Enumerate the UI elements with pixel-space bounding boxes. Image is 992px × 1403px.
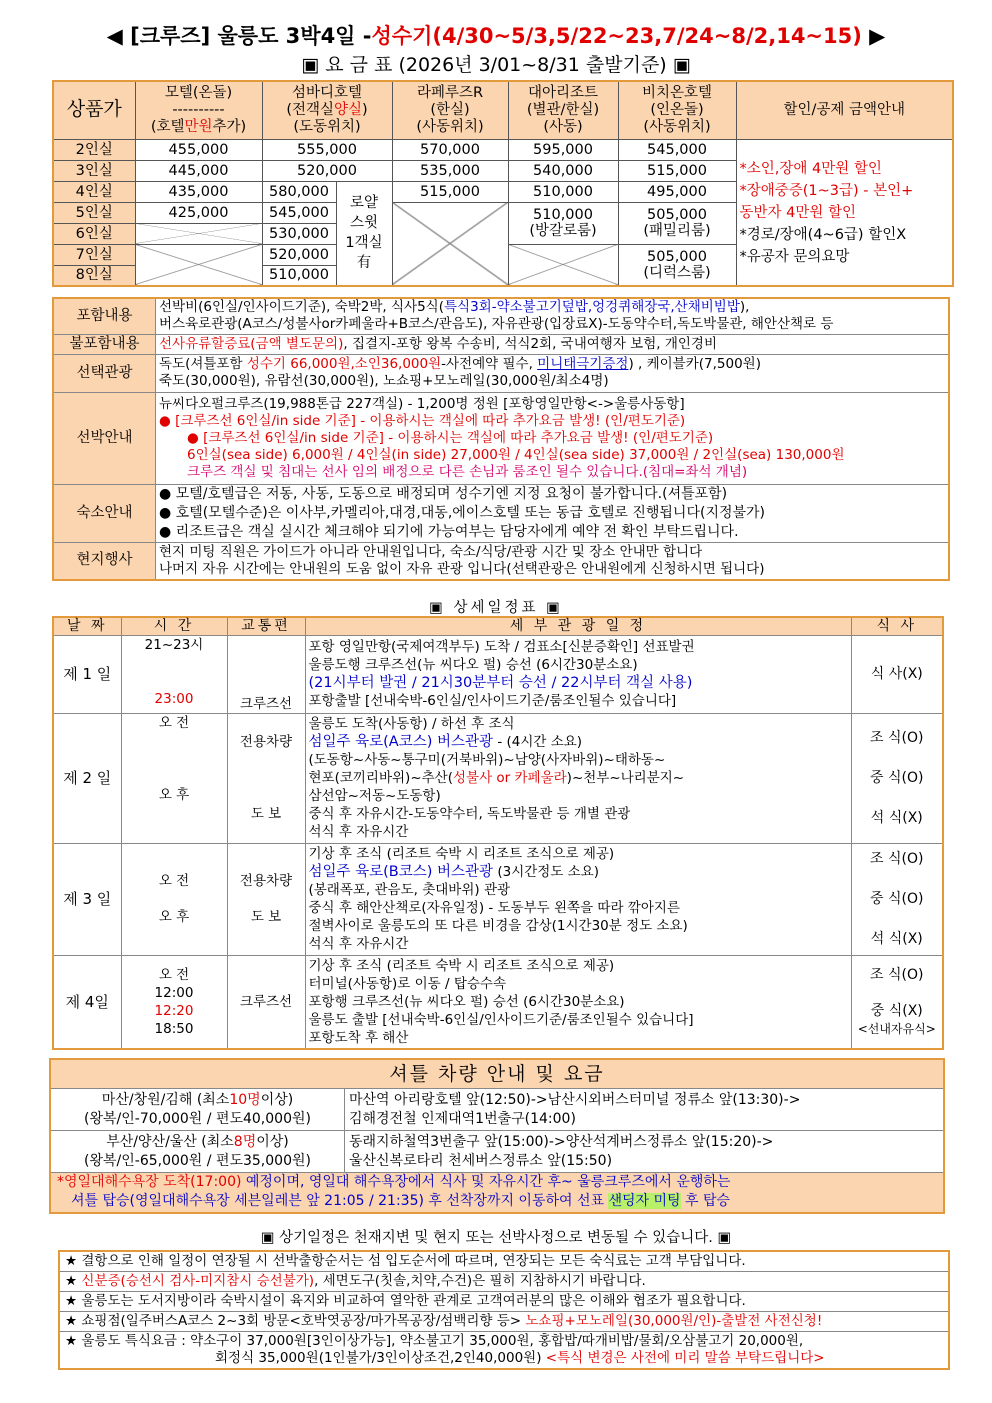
day1-time: 21~23시 23:00 bbox=[121, 635, 227, 713]
shuttle-route-1: 마산역 아리랑호텔 앞(12:50)->남산시외버스터미널 정류소 앞(13:30)-> 김해경전철 인제대역1번출구(14:00) bbox=[345, 1089, 945, 1131]
included-content: 선박비(6인실/인사이드기준), 숙박2박, 식사5식(특식3회-약소불고기덮밥,엉겅퀴해장국,산채비빔밥), 버스육로관광(A코스/성불사or카페울라+B코스/관음도), 자유관광(입장료X)-도동약수터,독도박물관, 해안산책로 등 bbox=[156, 298, 950, 334]
unavailable-cell bbox=[135, 223, 262, 244]
col-lape: 라페루즈R (한실) (사동위치) bbox=[392, 81, 508, 139]
price-cell: 455,000 bbox=[135, 139, 262, 160]
day3-meal: 조 식(O) 중 식(O) 석 식(X) bbox=[851, 843, 943, 955]
note-2: ★ 신분증(승선시 검사-미지참시 승선불가), 세면도구(칫솔,치약,수건)은 필히 지참하시기 바랍니다. bbox=[59, 1272, 949, 1292]
row-label: 5인실 bbox=[53, 202, 135, 223]
price-cell: 435,000 bbox=[135, 181, 262, 202]
day2-meal: 조 식(O) 중 식(O) 석 식(X) bbox=[851, 713, 943, 843]
row-label: 7인실 bbox=[53, 244, 135, 265]
header-transport: 교통편 bbox=[227, 617, 305, 635]
royal-suite-cell: 로얄 스윗 1객실 有 bbox=[336, 181, 392, 286]
schedule-title: ▣ 상세일정표 ▣ bbox=[429, 600, 563, 616]
schedule-change-note: ▣ 상기일정은 천재지변 및 현지 또는 선박사정으로 변동될 수 있습니다. ▣ bbox=[260, 1230, 732, 1246]
price-cell: 520,000 bbox=[262, 160, 392, 181]
price-cell: 515,000 bbox=[618, 160, 736, 181]
title-text: ◀ [크루즈] 울릉도 3박4일 - bbox=[106, 24, 372, 48]
shuttle-note: *영일대해수욕장 도착(17:00) 예정이며, 영일대 해수욕장에서 식사 및 자유시간 후~ 울릉크루즈에서 운행하는 셔틀 탑승(영일대해수욕장 세븐일레븐 앞 21:05 / 21:35) 후 선착장까지 이동하여 선표 샌딩자 미팅 후 탑승 bbox=[50, 1173, 944, 1213]
title-peak-season: 성수기(4/30~5/3,5/22~23,7/24~8/2,14~15) bbox=[371, 24, 862, 48]
day1-meal: 식 사(X) bbox=[851, 635, 943, 713]
day1-detail: 포항 영일만항(국제여객부두) 도착 / 검표소[신분증확인] 선표발권 울릉도행 크루즈선(뉴 씨다오 펄) 승선 (6시간30분소요) (21시부터 발권 / 21시30분부터 승선 / 22시부터 객실 사용) 포항출발 [선내숙박-6인실/인사이드기준/룸조인될수 있습니다] bbox=[305, 635, 851, 713]
price-cell: 520,000 bbox=[262, 244, 336, 265]
col-beach: 비치온호텔 (인온돌) (사동위치) bbox=[618, 81, 736, 139]
local-content: 현지 미팅 직원은 가이드가 아니라 안내원입니다, 숙소/식당/관광 시간 및 장소 안내만 합니다 나머지 자유 시간에는 안내원의 도움 없이 자유 관광 입니다(선택관광은 안내원에게 신청하시면 됩니다) bbox=[156, 542, 950, 580]
price-table bbox=[52, 80, 954, 287]
day1-transport: 크루즈선 bbox=[227, 635, 305, 713]
stay-content: ● 모텔/호텔급은 저동, 사동, 도동으로 배정되며 성수기엔 지정 요청이 불가합니다.(셔틀포함) ● 호텔(모텔수준)은 이사부,카멜리아,대경,대동,에이스호텔 또는 동급 호텔로 진행됩니다(지정불가) ● 리조트급은 객실 실시간 체크해야 되기에 가능여부는 담당자에게 예약 전 확인 부탁드립니다. bbox=[156, 484, 950, 542]
price-cell: 545,000 bbox=[262, 202, 336, 223]
discount-notes: *소인,장애 4만원 할인 *장애중증(1~3급) - 본인+ 동반자 4만원 할인 *경로/장애(4~6급) 할인X *유공자 문의요망 bbox=[736, 139, 953, 286]
page-title bbox=[0, 20, 992, 50]
price-cell: 535,000 bbox=[392, 160, 508, 181]
optional-label: 선택관광 bbox=[53, 354, 156, 392]
day3-transport: 전용차량 도 보 bbox=[227, 843, 305, 955]
day3-detail: 기상 후 조식 (리조트 숙박 시 리조트 조식으로 제공) 섬일주 육로(B코스) 버스관광 (3시간정도 소요) (봉래폭포, 관음도, 촛대바위) 관광 중식 후 해안산책로(자유일정) - 도동부두 왼쪽을 따라 깎아지른 절벽사이로 울릉도의 또 다른 비경을 감상(1시간30분 정도 소요) 석식 후 자유시간 bbox=[305, 843, 851, 955]
price-cell: 510,000 (방갈로룸) bbox=[508, 202, 618, 244]
price-cell: 580,000 bbox=[262, 181, 336, 202]
header-date: 날 짜 bbox=[53, 617, 121, 635]
note-3: ★ 울릉도는 도서지방이라 숙박시설이 육지와 비교하여 열악한 관계로 고객여러분의 많은 이해와 협조가 필요합니다. bbox=[59, 1292, 949, 1312]
unavailable-cell bbox=[508, 244, 618, 286]
price-cell: 530,000 bbox=[262, 223, 336, 244]
shuttle-table bbox=[49, 1058, 945, 1214]
price-cell: 540,000 bbox=[508, 160, 618, 181]
day4-meal: 조 식(O) 중 식(X) <선내자유식> bbox=[851, 955, 943, 1049]
day3-time: 오 전 오 후 bbox=[121, 843, 227, 955]
ship-label: 선박안내 bbox=[53, 392, 156, 484]
day4-detail: 기상 후 조식 (리조트 숙박 시 리조트 조식으로 제공) 터미널(사동항)로 이동 / 탑승수속 포항행 크루즈선(뉴 씨다오 펄) 승선 (6시간30분소요) 울릉도 출발 [선내숙박-6인실/인사이드기준/룸조인될수 있습니다] 포항도착 후 해산 bbox=[305, 955, 851, 1049]
unavailable-cell bbox=[392, 202, 508, 286]
price-cell: 505,000 (패밀리룸) bbox=[618, 202, 736, 244]
shuttle-title: 셔틀 차량 안내 및 요금 bbox=[50, 1059, 944, 1089]
col-discount: 할인/공제 금액안내 bbox=[736, 81, 953, 139]
note-1: ★ 결항으로 인해 일정이 연장될 시 선박출항순서는 섬 입도순서에 따르며, 연장되는 모든 숙식료는 고객 부담입니다. bbox=[59, 1251, 949, 1272]
price-cell: 510,000 bbox=[508, 181, 618, 202]
page-subtitle: ▣ 요 금 표 (2026년 3/01~8/31 출발기준) ▣ bbox=[301, 54, 691, 76]
header-detail: 세 부 관 광 일 정 bbox=[305, 617, 851, 635]
header-time: 시 간 bbox=[121, 617, 227, 635]
day-2: 제 2 일 bbox=[53, 713, 121, 843]
price-cell: 515,000 bbox=[392, 181, 508, 202]
shuttle-loc-2: 부산/양산/울산 (최소8명이상) (왕복/인-65,000원 / 편도35,000원) bbox=[50, 1131, 345, 1173]
excluded-content: 선사유류할증료(금액 별도문의), 집결지-포항 왕복 수송비, 석식2회, 국내여행자 보험, 개인경비 bbox=[156, 334, 950, 354]
stay-label: 숙소안내 bbox=[53, 484, 156, 542]
ship-content: 뉴씨다오펄크루즈(19,988톤급 227객실) - 1,200명 정원 [포항영일만항<->울릉사동항] ● [크루즈선 6인실/in side 기준] - 이용하시는 객실에 따라 추가요금 발생! (인/편도기준) ● [크루즈선 6인실/in side 기준] - 이용하시는 객실에 따라 추가요금 발생! (인/편도기준) 6인실(sea side) 6,000원 / 4인실(in side) 27,000원 / 4인실(sea side) 37,000원 / 2인실(sea) 130,000원 크루즈 객실 및 침대는 선사 임의 배정으로 다른 손님과 룸조인 될수 있습니다.(침대=좌석 개념) bbox=[156, 392, 950, 484]
day-1: 제 1 일 bbox=[53, 635, 121, 713]
price-cell: 505,000 (디럭스룸) bbox=[618, 244, 736, 286]
local-label: 현지행사 bbox=[53, 542, 156, 580]
unavailable-cell bbox=[135, 244, 262, 286]
optional-content: 독도(셔틀포함 성수기 66,000원,소인36,000원-사전예약 필수, 미니태극기증정) , 케이블카(7,500원) 죽도(30,000원), 유람선(30,000원), 노쇼핑+모노레일(30,000원/최소4명) bbox=[156, 354, 950, 392]
price-cell: 425,000 bbox=[135, 202, 262, 223]
day2-transport: 전용차량 도 보 bbox=[227, 713, 305, 843]
row-label: 6인실 bbox=[53, 223, 135, 244]
day4-time: 오 전 12:00 12:20 18:50 bbox=[121, 955, 227, 1049]
day2-time: 오 전 오 후 bbox=[121, 713, 227, 843]
row-label: 2인실 bbox=[53, 139, 135, 160]
day-3: 제 3 일 bbox=[53, 843, 121, 955]
row-label: 3인실 bbox=[53, 160, 135, 181]
title-arrow: ▶ bbox=[861, 24, 886, 48]
included-label: 포함내용 bbox=[53, 298, 156, 334]
price-cell: 545,000 bbox=[618, 139, 736, 160]
price-cell: 495,000 bbox=[618, 181, 736, 202]
col-daea: 대아리조트 (별관/한실) (사동) bbox=[508, 81, 618, 139]
price-cell: 570,000 bbox=[392, 139, 508, 160]
price-cell: 555,000 bbox=[262, 139, 392, 160]
col-simba: 섬바디호텔 (전객실양실) (도동위치) bbox=[262, 81, 392, 139]
day4-transport: 크루즈선 bbox=[227, 955, 305, 1049]
info-table bbox=[52, 297, 950, 581]
col-product: 상품가 bbox=[53, 81, 135, 139]
header-meal: 식 사 bbox=[851, 617, 943, 635]
row-label: 4인실 bbox=[53, 181, 135, 202]
excluded-label: 불포함내용 bbox=[53, 334, 156, 354]
col-motel: 모텔(온돌) ---------- (호텔만원추가) bbox=[135, 81, 262, 139]
price-cell: 445,000 bbox=[135, 160, 262, 181]
shuttle-route-2: 동래지하철역3번출구 앞(15:00)->양산석계버스정류소 앞(15:20)-> 울산신복로타리 천세버스정류소 앞(15:50) bbox=[345, 1131, 945, 1173]
note-5: ★ 울릉도 특식요금 : 약소구이 37,000원[3인이상가능], 약소불고기 35,000원, 홍합밥/따개비밥/물회/오삼불고기 20,000원, 회정식 35,000원(1인불가/3인이상조건,2인40,000원) <특식 변경은 사전에 미리 말씀 부탁드립니다> bbox=[59, 1332, 949, 1370]
price-cell: 595,000 bbox=[508, 139, 618, 160]
note-4: ★ 쇼핑점(일주버스A코스 2~3회 방문<호박엿공장/마가목공장/섬백리향 등> 노쇼핑+모노레일(30,000원/인)-출발전 사전신청! bbox=[59, 1312, 949, 1332]
row-label: 8인실 bbox=[53, 265, 135, 286]
shuttle-loc-1: 마산/창원/김해 (최소10명이상) (왕복/인-70,000원 / 편도40,000원) bbox=[50, 1089, 345, 1131]
notes-table bbox=[58, 1250, 950, 1370]
schedule-table bbox=[52, 616, 944, 1050]
day2-detail: 울릉도 도착(사동항) / 하선 후 조식 섬일주 육로(A코스) 버스관광 - (4시간 소요) (도동항~사동~통구미(거북바위)~남양(사자바위)~태하동~ 현포(코끼리바위)~추산(성불사 or 카페울라)~천부~나리분지~ 삼선암~저동~도동항) 중식 후 자유시간-도동약수터, 독도박물관 등 개별 관광 석식 후 자유시간 bbox=[305, 713, 851, 843]
price-cell: 510,000 bbox=[262, 265, 336, 286]
day-4: 제 4일 bbox=[53, 955, 121, 1049]
